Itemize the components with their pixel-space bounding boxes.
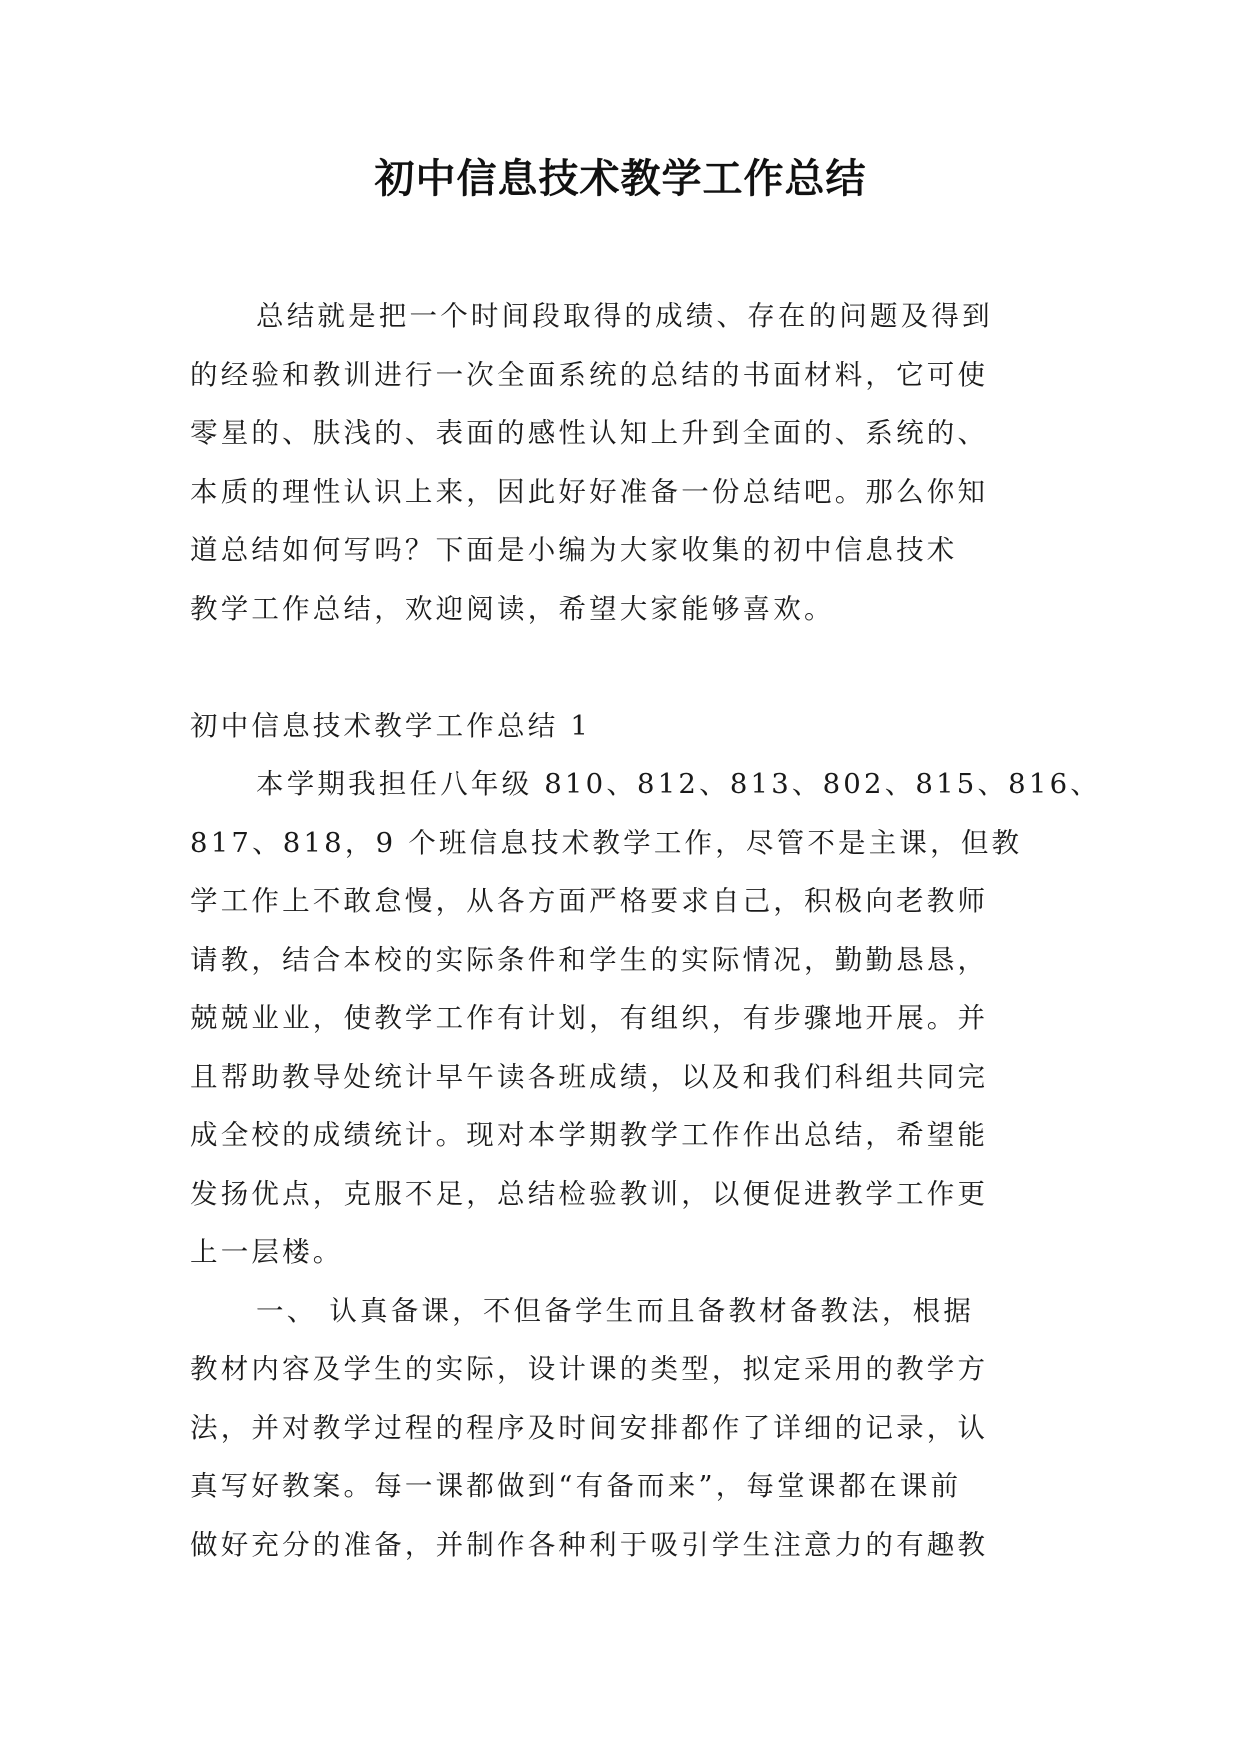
paragraph-2: [190, 1282, 1070, 1575]
paragraph-line: 教材内容及学生的实际，设计课的类型，拟定采用的教学方: [190, 1353, 989, 1385]
paragraph-spacer: [190, 638, 1070, 697]
intro-line: 教学工作总结，欢迎阅读，希望大家能够喜欢。: [190, 592, 835, 625]
intro-line: 零星的、肤浅的、表面的感性认知上升到全面的、系统的、: [190, 417, 989, 449]
paragraph-line: 做好充分的准备，并制作各种利于吸引学生注意力的有趣教: [190, 1528, 989, 1561]
intro-line: 总结就是把一个时间段取得的成绩、存在的问题及得到: [256, 300, 993, 332]
paragraph-line: 发扬优点，克服不足，总结检验教训，以便促进教学工作更: [190, 1177, 989, 1210]
paragraph-line: 法，并对教学过程的程序及时间安排都作了详细的记录，认: [190, 1411, 989, 1444]
intro-line: 的经验和教训进行一次全面系统的总结的书面材料，它可使: [190, 358, 989, 391]
document-body: [190, 287, 1101, 1574]
paragraph-1: [190, 755, 1101, 1282]
paragraph-line: 学工作上不敢怠慢，从各方面严格要求自己，积极向老教师: [190, 885, 989, 917]
section-heading: 初中信息技术教学工作总结 1: [190, 709, 592, 742]
paragraph-line: 请教，结合本校的实际条件和学生的实际情况，勤勤恳恳，: [190, 943, 989, 976]
paragraph-line: 真写好教案。每一课都做到“有备而来”，每堂课都在课前: [190, 1470, 962, 1502]
paragraph-line: 兢兢业业，使教学工作有计划，有组织，有步骤地开展。并: [190, 1002, 989, 1034]
paragraph-line: 且帮助教导处统计早午读各班成绩，以及和我们科组共同完: [190, 1060, 989, 1093]
paragraph-line: 成全校的成绩统计。现对本学期教学工作作出总结，希望能: [190, 1119, 989, 1151]
paragraph-line: 上一层楼。: [190, 1236, 344, 1268]
document-title: 初中信息技术教学工作总结: [374, 155, 867, 202]
intro-paragraph: [190, 287, 1070, 638]
paragraph-line: 817、818，9 个班信息技术教学工作，尽管不是主课，但教: [190, 826, 1023, 859]
paragraph-line: 本学期我担任八年级 810、812、813、802、815、816、: [256, 768, 1101, 800]
paragraph-line: 一、 认真备课，不但备学生而且备教材备教法，根据: [256, 1294, 975, 1327]
intro-line: 道总结如何写吗？下面是小编为大家收集的初中信息技术: [190, 534, 958, 566]
intro-line: 本质的理性认识上来，因此好好准备一份总结吧。那么你知: [190, 475, 989, 508]
